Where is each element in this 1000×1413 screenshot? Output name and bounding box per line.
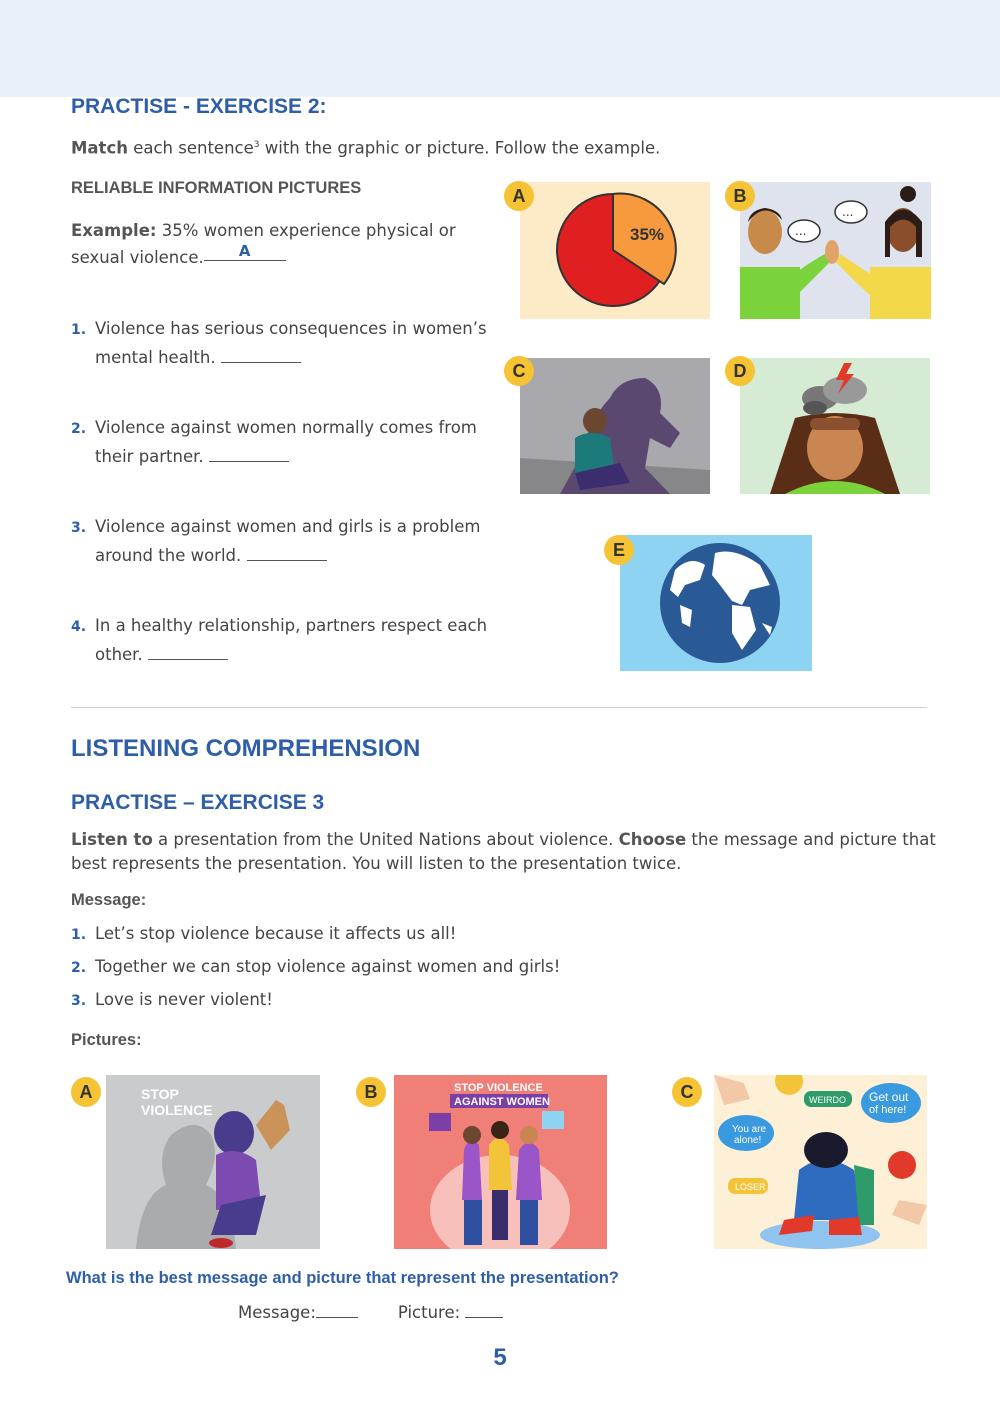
badge-c: C	[504, 356, 534, 386]
exercise-2-item	[71, 612, 501, 668]
picture-d-mental-health	[740, 358, 930, 494]
page-header-band	[0, 0, 1000, 97]
item-text-line1: In a healthy relationship, partners respect each	[95, 616, 488, 635]
message-number: 2.	[71, 960, 87, 976]
item-text-line1: Violence has serious consequences in women’s	[95, 319, 487, 338]
instruction-bold-choose: Choose	[618, 830, 687, 849]
svg-text:WEIRDO: WEIRDO	[809, 1095, 846, 1105]
listening-picture-c	[714, 1075, 927, 1249]
badge-listening-b: B	[356, 1077, 386, 1107]
exercise-2-instruction	[71, 132, 660, 162]
badge-d: D	[725, 356, 755, 386]
pie-chart-graphic	[520, 182, 710, 319]
answer-picture-blank[interactable]	[465, 1301, 503, 1318]
svg-text:LOSER: LOSER	[735, 1182, 766, 1192]
item-number: 3.	[71, 520, 87, 536]
instruction-text: a presentation from the United Nations about violence.	[152, 830, 619, 849]
section-divider	[71, 707, 927, 708]
item-text-line1: Violence against women and girls is a problem	[95, 517, 481, 536]
listening-picture-b	[394, 1075, 607, 1249]
item-number: 4.	[71, 619, 87, 635]
message-option	[71, 920, 456, 949]
instruction-text: each sentence	[127, 138, 254, 158]
message-label: Message:	[71, 891, 147, 909]
picture-c-shadow	[520, 358, 710, 494]
instruction-text: best represents the presentation. You will listen to the presentation twice.	[71, 854, 682, 873]
exercise-3-instruction	[71, 828, 951, 876]
answer-blank-2[interactable]	[209, 445, 289, 462]
listening-picture-a	[106, 1075, 320, 1249]
final-question: What is the best message and picture that represent the presentation?	[66, 1269, 619, 1287]
answer-line	[238, 1299, 503, 1326]
reliable-pictures-subheading: RELIABLE INFORMATION PICTURES	[71, 179, 362, 197]
example-label: Example:	[71, 221, 157, 240]
answer-picture-label: Picture:	[397, 1303, 461, 1322]
item-text-line1: Violence against women normally comes from	[95, 418, 477, 437]
exercise-2-item	[71, 414, 501, 470]
svg-text:Get out: Get out	[869, 1090, 909, 1104]
message-option	[71, 986, 273, 1015]
answer-blank-1[interactable]	[221, 346, 301, 363]
pie-percent-label: 35%	[630, 225, 665, 244]
message-number: 1.	[71, 927, 87, 943]
badge-e: E	[604, 535, 634, 565]
message-text: Together we can stop violence against women and girls!	[95, 957, 561, 976]
exercise-2-item	[71, 513, 501, 569]
item-number: 2.	[71, 421, 87, 437]
picture-a-pie-chart	[520, 182, 710, 319]
badge-listening-a: A	[71, 1077, 101, 1107]
answer-message-label: Message:	[238, 1303, 316, 1322]
svg-text:You are: You are	[732, 1124, 767, 1135]
message-text: Love is never violent!	[95, 990, 273, 1009]
example-block	[71, 217, 491, 271]
picture-b-high-five	[740, 182, 931, 319]
svg-text:AGAINST WOMEN: AGAINST WOMEN	[454, 1096, 550, 1108]
svg-text:alone!: alone!	[734, 1135, 762, 1146]
svg-text:STOP: STOP	[141, 1086, 179, 1102]
badge-b: B	[725, 181, 755, 211]
exercise-2-title: PRACTISE - EXERCISE 2:	[71, 95, 327, 118]
item-text-line2: mental health.	[95, 348, 216, 367]
footnote-marker: 3	[253, 140, 260, 150]
badge-a: A	[504, 181, 534, 211]
example-text-line1: 35% women experience physical or	[156, 221, 456, 240]
picture-e-globe	[620, 535, 812, 671]
item-text-line2: their partner.	[95, 447, 204, 466]
item-text-line2: around the world.	[95, 546, 242, 565]
instruction-text: the message and picture that	[686, 830, 936, 849]
message-text: Let’s stop violence because it affects us all!	[95, 924, 457, 943]
instruction-bold-listen: Listen to	[71, 830, 153, 849]
answer-blank-4[interactable]	[148, 643, 228, 660]
message-number: 3.	[71, 993, 87, 1009]
instruction-bold: Match	[71, 138, 128, 158]
example-text-line2: sexual violence.	[71, 248, 204, 267]
message-option	[71, 953, 560, 982]
answer-message-blank[interactable]	[316, 1301, 358, 1318]
svg-text:STOP VIOLENCE: STOP VIOLENCE	[454, 1082, 543, 1094]
item-text-line2: other.	[95, 645, 143, 664]
instruction-text-end: with the graphic or picture. Follow the example.	[259, 138, 661, 158]
svg-text:of here!: of here!	[869, 1104, 907, 1116]
example-answer: A	[238, 242, 251, 260]
exercise-3-title: PRACTISE – EXERCISE 3	[71, 791, 325, 814]
badge-listening-c: C	[672, 1077, 702, 1107]
svg-text:VIOLENCE: VIOLENCE	[141, 1102, 213, 1118]
page-number: 5	[493, 1344, 507, 1371]
answer-blank-3[interactable]	[247, 544, 327, 561]
listening-title: LISTENING COMPREHENSION	[71, 735, 421, 762]
pictures-label: Pictures:	[71, 1031, 142, 1049]
exercise-2-item	[71, 315, 501, 371]
item-number: 1.	[71, 322, 87, 338]
example-answer-blank[interactable]	[204, 244, 286, 261]
svg-text:...: ...	[842, 205, 854, 219]
svg-text:...: ...	[795, 224, 807, 238]
